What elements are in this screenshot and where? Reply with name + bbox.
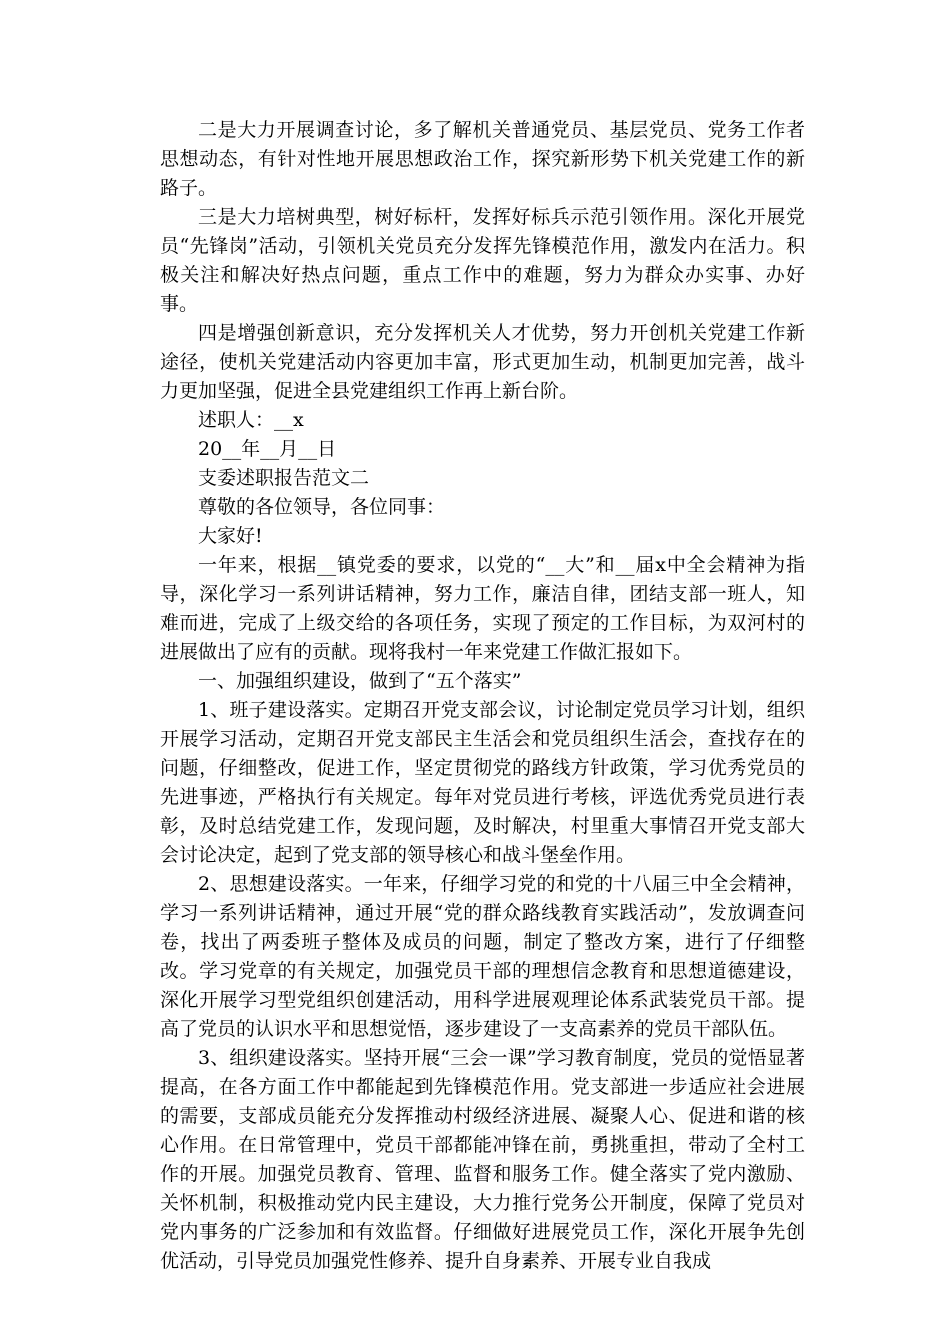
greeting: 大家好!	[198, 525, 263, 547]
heading-organization: 一、加强组织建设，做到了“五个落实”	[198, 670, 522, 692]
paragraph-point-four: 四是增强创新意识，充分发挥机关人才优势，努力开创机关党建工作新途径，使机关党建活动内容更加丰富，形式更加生动，机制更加完善，战斗力更加坚强，促进全县党建组织工作再上新台阶。	[160, 322, 805, 402]
date-line: 20__年__月__日	[198, 438, 337, 460]
paragraph-point-two: 二是大力开展调查讨论，多了解机关普通党员、基层党员、党务工作者思想动态，有针对性地开展思想政治工作，探究新形势下机关党建工作的新路子。	[160, 119, 805, 199]
paragraph-organization-building: 3、组织建设落实。坚持开展“三会一课”学习教育制度，党员的觉悟显著提高，在各方面工作中都能起到先锋模范作用。党支部进一步适应社会进展的需要，支部成员能充分发挥推动村级经济进展、凝聚人心、促进和谐的核心作用。在日常管理中，党员干部都能冲锋在前，勇挑重担，带动了全村工作的开展。加强党员教育、管理、监督和服务工作。健全落实了党内激励、关怀机制，积极推动党内民主建设，大力推行党务公开制度，保障了党员对党内事务的广泛参加和有效监督。仔细做好进展党员工作，深化开展争先创优活动，引导党员加强党性修养、提升自身素养、开展专业自我成	[160, 1047, 805, 1272]
salutation: 尊敬的各位领导，各位同事：	[198, 496, 446, 518]
paragraph-intro: 一年来，根据__镇党委的要求，以党的“__大”和__届x中全会精神为指导，深化学习一系列讲话精神，努力工作，廉洁自律，团结支部一班人，知难而进，完成了上级交给的各项任务，实现了预定的工作目标，为双河村的进展做出了应有的贡献。现将我村一年来党建工作做汇报如下。	[160, 554, 805, 663]
paragraph-ideology-building: 2、思想建设落实。一年来，仔细学习党的和党的十八届三中全会精神，学习一系列讲话精神，通过开展“党的群众路线教育实践活动”，发放调查问卷，找出了两委班子整体及成员的问题，制定了整改方案，进行了仔细整改。学习党章的有关规定，加强党员干部的理想信念教育和思想道德建设，深化开展学习型党组织创建活动，用科学进展观理论体系武装党员干部。提高了党员的认识水平和思想觉悟，逐步建设了一支高素养的党员干部队伍。	[160, 873, 805, 1040]
paragraph-team-building: 1、班子建设落实。定期召开党支部会议，讨论制定党员学习计划，组织开展学习活动，定期召开党支部民主生活会和党员组织生活会，查找存在的问题，仔细整改，促进工作，坚定贯彻党的路线方针政策，学习优秀党员的先进事迹，严格执行有关规定。每年对党员进行考核，评选优秀党员进行表彰，及时总结党建工作，发现问题，及时解决，村里重大事情召开党支部大会讨论决定，起到了党支部的领导核心和战斗堡垒作用。	[160, 699, 805, 866]
document-body	[160, 116, 805, 1276]
paragraph-point-three: 三是大力培树典型，树好标杆，发挥好标兵示范引领作用。深化开展党员“先锋岗”活动，引领机关党员充分发挥先锋模范作用，激发内在活力。积极关注和解决好热点问题，重点工作中的难题，努力为群众办实事、办好事。	[160, 206, 805, 315]
section-title: 支委述职报告范文二	[198, 467, 370, 489]
reporter-line: 述职人：__x	[198, 409, 304, 431]
